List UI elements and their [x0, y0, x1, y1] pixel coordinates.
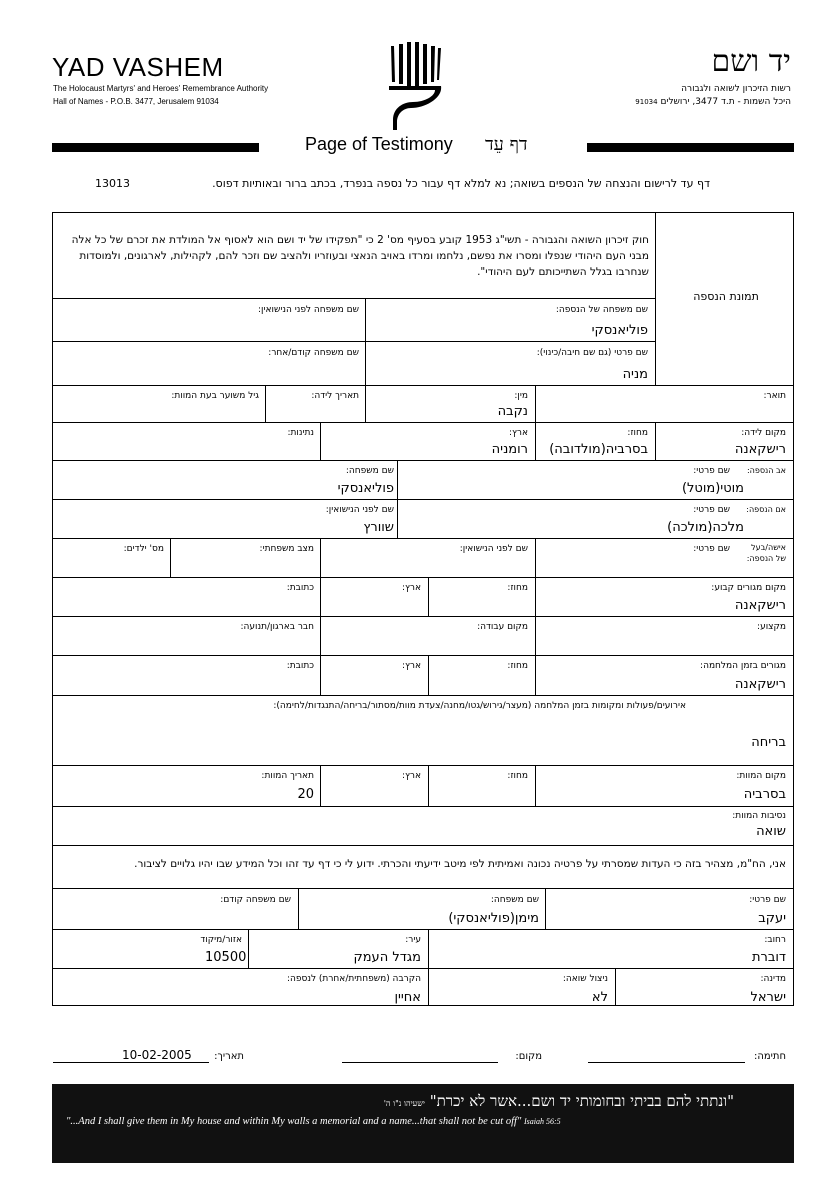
- state-value[interactable]: ישראל: [750, 990, 786, 1005]
- victim-family-label: שם משפחה של הנספה:: [555, 305, 648, 315]
- org-he-subtitle-1: רשות הזיכרון לשואה ולגבורה: [681, 84, 791, 94]
- street-label: רחוב:: [764, 935, 786, 945]
- death-circ-value[interactable]: שואה: [756, 824, 786, 839]
- residence-address-label: כתובת:: [286, 583, 314, 593]
- quote-he-text: "ונתתי להם בביתי ובחומותי יד ושם...אשר לא יכרת": [429, 1092, 734, 1110]
- law-text: חוק זיכרון השואה והגבורה - תשי"ג 1953 קובע בסעיף מס' 2 כי "תפקידו של יד ושם הוא לאסוף אל המולדת את זכרם של כל אלה מבני העם היהודי שנפלו ומסרו את נפשם, נלחמו ומרדו באויב הנאצי ובעוזריו ולהציב שם וזכר להם, לקהילות, לארגונים, ולמוסדות שנחרבו בגלל השתייכותם לעם היהודי".: [71, 234, 649, 278]
- residence-label: מקום מגורים קבוע:: [711, 583, 786, 593]
- birth-district-label: מחוז:: [627, 428, 648, 438]
- org-he-zip: 91034: [635, 98, 658, 106]
- instruction-text: דף עד לרישום והנצחה של הנספים בשואה; נא למלא דף עבור כל נספה בנפרד, בכתב ברור ובאותיות דפוס.: [212, 177, 710, 190]
- spouse-label-2: של הנספה:: [746, 554, 786, 563]
- death-circ-label: נסיבות המוות:: [732, 811, 786, 821]
- spouse-maiden-label: שם לפני הנישואין:: [459, 544, 528, 554]
- dob-label: תאריך לידה:: [311, 391, 359, 401]
- survivor-value[interactable]: לא: [591, 990, 608, 1005]
- street-value[interactable]: דוברת: [751, 950, 786, 965]
- death-place-value[interactable]: בסרביה: [743, 787, 786, 802]
- spouse-first-label: שם פרטי:: [693, 544, 730, 554]
- org-he-subtitle-2: [635, 97, 791, 107]
- date-value[interactable]: 10-02-2005: [122, 1048, 192, 1062]
- title-bar-left: [52, 143, 259, 152]
- signature-line[interactable]: [588, 1062, 745, 1063]
- events-value[interactable]: בריחה: [751, 735, 786, 750]
- war-district-label: מחוז:: [507, 661, 528, 671]
- birth-district-value[interactable]: בסרביה(מולדובה): [549, 442, 648, 457]
- death-district-label: מחוז:: [507, 771, 528, 781]
- photo-label: תמונת הנספה: [693, 290, 759, 303]
- title-label: תואר:: [763, 391, 786, 401]
- death-date-value[interactable]: 20: [297, 787, 314, 802]
- father-family-label: שם משפחה:: [345, 466, 394, 476]
- page-title-he: דף עֵד: [485, 134, 528, 155]
- testimony-form: [52, 212, 794, 1006]
- member-label: חבר בארגון/תנועה:: [240, 622, 314, 632]
- org-he-address: היכל השמות - ת.ד 3477, ירושלים: [660, 97, 791, 107]
- workplace-label: מקום עבודה:: [477, 622, 528, 632]
- submitter-family-value[interactable]: מימן(פוליאנסקי): [448, 911, 539, 926]
- quote-en-ref: Isaiah 56:5: [523, 1117, 561, 1126]
- declaration-text: אני, הח"מ, מצהיר בזה כי העדות שמסרתי על פרטיה נכונה ואמיתית לפי מיטב ידיעתי והכרתי. ידוע לי כי דף עד זהו וכל המידע שבו יהיו גלויים לציבור.: [134, 858, 786, 870]
- place-label: מקום:: [515, 1051, 542, 1062]
- city-label: עיר:: [405, 935, 421, 945]
- residence-value[interactable]: רישקאנה: [734, 598, 786, 613]
- date-line[interactable]: [53, 1062, 209, 1063]
- first-name-value[interactable]: מניה: [622, 367, 648, 382]
- mother-first-value[interactable]: מלכה(מולכה): [667, 520, 744, 535]
- birth-country-label: ארץ:: [509, 428, 528, 438]
- war-residence-label: מגורים בזמן המלחמה:: [700, 661, 786, 671]
- victim-family-value[interactable]: פוליאנסקי: [591, 323, 648, 338]
- org-subtitle-2: Hall of Names - P.O.B. 3477, Jerusalem 91034: [53, 97, 219, 106]
- war-country-label: ארץ:: [402, 661, 421, 671]
- instruction-line: [95, 177, 710, 190]
- submitter-first-value[interactable]: יעקב: [758, 911, 786, 926]
- org-name-en: YAD VASHEM: [52, 52, 224, 82]
- death-date-label: תאריך המוות:: [261, 771, 314, 781]
- zip-value[interactable]: 10500: [205, 950, 247, 965]
- date-label: תאריך:: [214, 1051, 244, 1062]
- quote-he-ref: ישעיהו נ"ו ה': [383, 1099, 425, 1108]
- age-label: גיל משוער בעת המוות:: [171, 391, 259, 401]
- org-name-he: יד ושם: [711, 44, 791, 79]
- war-residence-value[interactable]: רישקאנה: [734, 677, 786, 692]
- footer-quote-he: [384, 1092, 734, 1111]
- nationality-label: נתינות:: [287, 428, 314, 438]
- father-label: אב הנספה:: [746, 466, 786, 475]
- gender-value[interactable]: נקבה: [497, 404, 528, 419]
- residence-district-label: מחוז:: [507, 583, 528, 593]
- father-first-label: שם פרטי:: [693, 466, 730, 476]
- birthplace-label: מקום לידה:: [741, 428, 786, 438]
- zip-label: אזור/מיקוד: [200, 935, 242, 945]
- footer-quote-en: [66, 1116, 780, 1127]
- relation-label: הקרבה (משפחתית/אחרת) לנספה:: [286, 974, 421, 984]
- submitter-prev-label: שם משפחה קודם:: [220, 895, 291, 905]
- title-bar-right: [587, 143, 794, 152]
- page-title-en: Page of Testimony: [305, 134, 453, 154]
- death-country-label: ארץ:: [402, 771, 421, 781]
- birth-country-value[interactable]: רומניה: [491, 442, 528, 457]
- birthplace-value[interactable]: רישקאנה: [734, 442, 786, 457]
- yad-vashem-logo: [385, 42, 445, 132]
- war-address-label: כתובת:: [286, 661, 314, 671]
- marital-label: מצב משפחתי:: [259, 544, 314, 554]
- maiden-name-label: שם משפחה לפני הנישואין:: [258, 305, 359, 315]
- father-family-value[interactable]: פוליאנסקי: [337, 481, 394, 496]
- submitter-family-label: שם משפחה:: [490, 895, 539, 905]
- events-label: אירועים/פעולות ומקומות בזמן המלחמה (מעצר/גירוש/גטו/מחנה/צעדת מוות/מסתור/בריחה/התנגדות/לחימה):: [273, 701, 686, 711]
- father-first-value[interactable]: מוטי(מוטל): [681, 481, 744, 496]
- signature-label: חתימה:: [753, 1051, 786, 1062]
- prev-family-label: שם משפחה קודם/אחר:: [268, 348, 359, 358]
- mother-maiden-value[interactable]: שוורץ: [363, 520, 394, 535]
- gender-label: מין:: [514, 391, 528, 401]
- mother-maiden-label: שם לפני הנישואין:: [325, 505, 394, 515]
- mother-label: אם הנספה:: [746, 505, 786, 514]
- relation-value[interactable]: אחיין: [394, 990, 421, 1005]
- survivor-label: ניצול שואה:: [562, 974, 608, 984]
- quote-en-text: "...And I shall give them in My house and within My walls a memorial and a name...that shall not be cut off": [66, 1116, 522, 1127]
- spouse-label-1: אישה/בעל: [751, 543, 786, 552]
- place-line[interactable]: [342, 1062, 498, 1063]
- form-number: 13013: [95, 177, 130, 190]
- residence-country-label: ארץ:: [402, 583, 421, 593]
- mother-first-label: שם פרטי:: [693, 505, 730, 515]
- submitter-first-label: שם פרטי:: [749, 895, 786, 905]
- org-subtitle-1: The Holocaust Martyrs' and Heroes' Remembrance Authority: [53, 84, 269, 93]
- death-place-label: מקום המוות:: [736, 771, 786, 781]
- state-label: מדינה:: [760, 974, 786, 984]
- profession-label: מקצוע:: [757, 622, 786, 632]
- children-label: מס' ילדים:: [123, 544, 164, 554]
- city-value[interactable]: מגדל העמק: [353, 950, 421, 965]
- first-name-label: שם פרטי (גם שם חיבה/כינוי):: [536, 348, 648, 358]
